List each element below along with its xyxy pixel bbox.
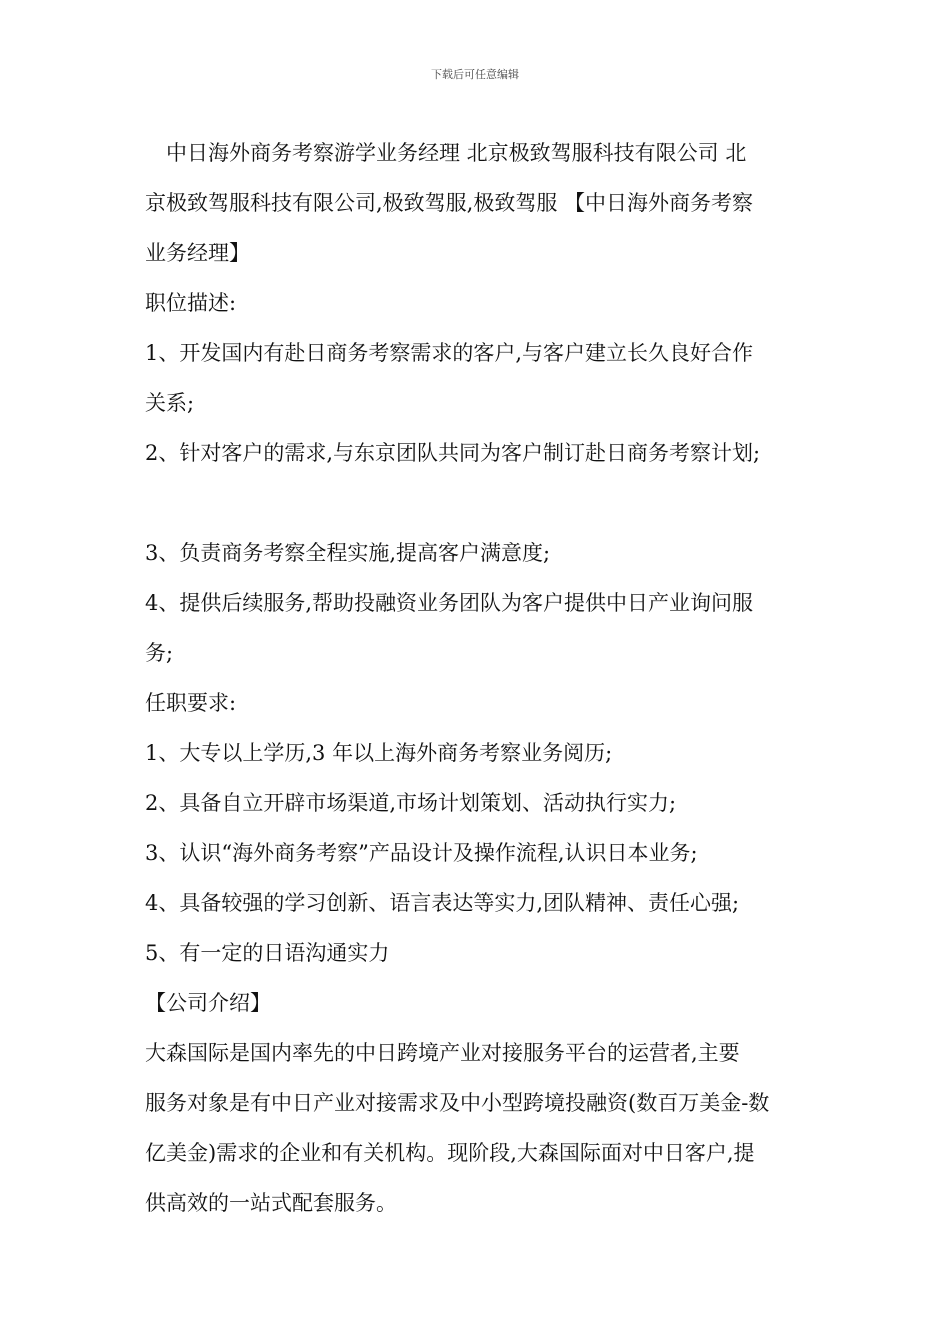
text-line: 服务对象是有中日产业对接需求及中小型跨境投融资(数百万美金-数 xyxy=(145,1091,770,1115)
list-item: 2、具备自立开辟市场渠道,市场计划策划、活动执行实力; xyxy=(145,791,677,815)
text-line: 京极致驾服科技有限公司,极致驾服,极致驾服 【中日海外商务考察 xyxy=(145,191,754,215)
list-item: 3、负责商务考察全程实施,提高客户满意度; xyxy=(145,541,551,565)
text-line: 务; xyxy=(145,641,174,665)
text-line: 中日海外商务考察游学业务经理 北京极致驾服科技有限公司 北 xyxy=(145,141,747,165)
section-heading-requirements: 任职要求: xyxy=(145,691,237,715)
text-line: 供高效的一站式配套服务。 xyxy=(145,1191,397,1215)
section-heading-company: 【公司介绍】 xyxy=(145,991,271,1015)
text-line: 亿美金)需求的企业和有关机构。现阶段,大森国际面对中日客户,提 xyxy=(145,1141,755,1165)
list-item: 5、有一定的日语沟通实力 xyxy=(145,941,390,965)
text-line: 大森国际是国内率先的中日跨境产业对接服务平台的运营者,主要 xyxy=(145,1041,740,1065)
list-item: 1、大专以上学历,3 年以上海外商务考察业务阅历; xyxy=(145,741,613,765)
list-item: 3、认识“海外商务考察”产品设计及操作流程,认识日本业务; xyxy=(145,841,698,865)
blank-line xyxy=(145,478,813,528)
list-item: 4、具备较强的学习创新、语言表达等实力,团队精神、责任心强; xyxy=(145,891,740,915)
text-line: 业务经理】 xyxy=(145,241,250,265)
document-body xyxy=(145,128,813,1228)
text-line: 关系; xyxy=(145,391,195,415)
list-item: 2、针对客户的需求,与东京团队共同为客户制订赴日商务考察计划; xyxy=(145,441,761,465)
page-header: 下载后可任意编辑 xyxy=(431,68,519,81)
list-item: 1、开发国内有赴日商务考察需求的客户,与客户建立长久良好合作 xyxy=(145,341,754,365)
section-heading-job-description: 职位描述: xyxy=(145,291,237,315)
list-item: 4、提供后续服务,帮助投融资业务团队为客户提供中日产业询问服 xyxy=(145,591,754,615)
